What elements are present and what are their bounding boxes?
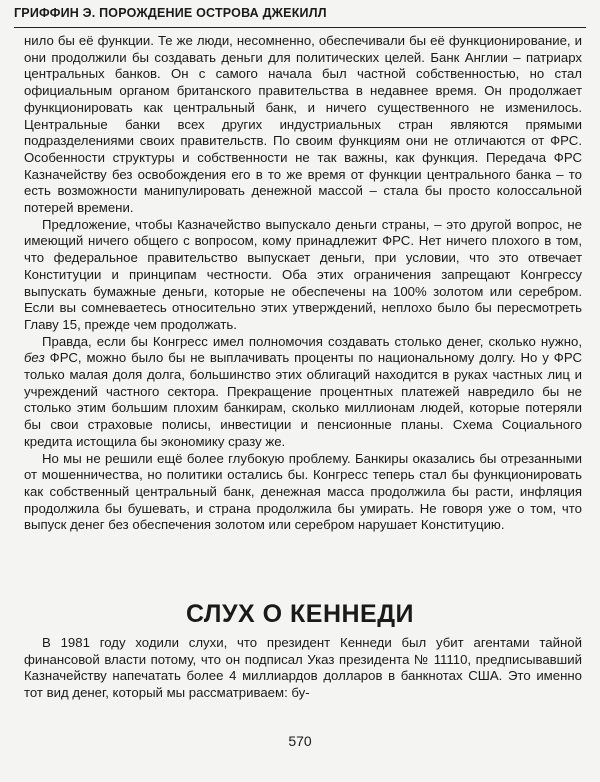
page-number: 570 (288, 733, 312, 749)
paragraph-3-emphasis: без (24, 350, 45, 366)
header-divider (14, 27, 586, 28)
running-header: ГРИФФИН Э. ПОРОЖДЕНИЕ ОСТРОВА ДЖЕКИЛЛ (14, 6, 327, 20)
section-text (24, 635, 582, 702)
section-paragraph: В 1981 году ходили слухи, что президент Кеннеди был убит агентами тайной финансовой власти потому, что он подписал Указ президента № 11110, предписывавший Казначейству напечатать более 4 миллиардов долларов в банкнотах США. Это именно тот вид денег, который мы рассматриваем: бу- (24, 635, 582, 701)
paragraph-3 (24, 334, 582, 451)
paragraph-1: нило бы её функции. Те же люди, несомненно, обеспечивали бы её функционирование, и они продолжили бы создавать деньги для политических целей. Банк Англии – патриарх центральных банков. Он с самого начала был частной собственностью, но стал официальным органом британского правительства в недавнее время. Он продолжает функционировать как центральный банк, и ничего существенного не изменилось. Центральные банки всех других индустриальных стран являются прямыми подразделениями своих правительств. По своим функциям они не отличаются от ФРС. Особенности структуры и собственности не так важны, как функция. Передача ФРС Казначейству без освобождения его в то же время от функции центрального банка – то есть возможности манипулировать денежной массой – стала бы просто колоссальной потерей времени. (24, 33, 582, 216)
paragraph-2: Предложение, чтобы Казначейство выпускало деньги страны, – это другой вопрос, не имеющий ничего общего с вопросом, кому принадлежит ФРС. Нет ничего плохого в том, что федеральное правительство выпускает деньги, при условии, что это отвечает Конституции и принципам честности. Оба этих ограничения запрещают Конгрессу выпускать бумажные деньги, которые не обеспечены на 100% золотом или серебром. Если вы сомневаетесь относительно этих утверждений, неплохо было бы пересмотреть Главу 15, прежде чем продолжать. (24, 216, 582, 332)
paragraph-4: Но мы не решили ещё более глубокую проблему. Банкиры оказались бы отрезанными от мошенничества, но политики остались бы. Конгресс теперь стал бы функционировать как собственный центральный банк, денежная масса продолжила бы расти, инфляция продолжила бы бушевать, и страна продолжила бы умирать. Не говоря уже о том, что выпуск денег без обеспечения золотом или серебром нарушает Конституцию. (24, 450, 582, 533)
main-text (24, 33, 582, 534)
section-heading: СЛУХ О КЕННЕДИ (185, 600, 415, 628)
paragraph-3-end: ФРС, можно было бы не выплачивать проценты по национальному долгу. Но у ФРС только малая доля долга, большинство этих облигаций находится в руках частных лиц и учреждений частного сектора. Прекращение процентных платежей навредило бы не столько этим большим плохим банкирам, сколько миллионам людей, которые потеряли бы свои страховые полисы, инвестиции и пенсионные планы. Схема Социального кредита истощила бы экономику сразу же. (24, 350, 582, 449)
paragraph-3-start: Правда, если бы Конгресс имел полномочия создавать столько денег, сколько нужно, (42, 333, 582, 349)
